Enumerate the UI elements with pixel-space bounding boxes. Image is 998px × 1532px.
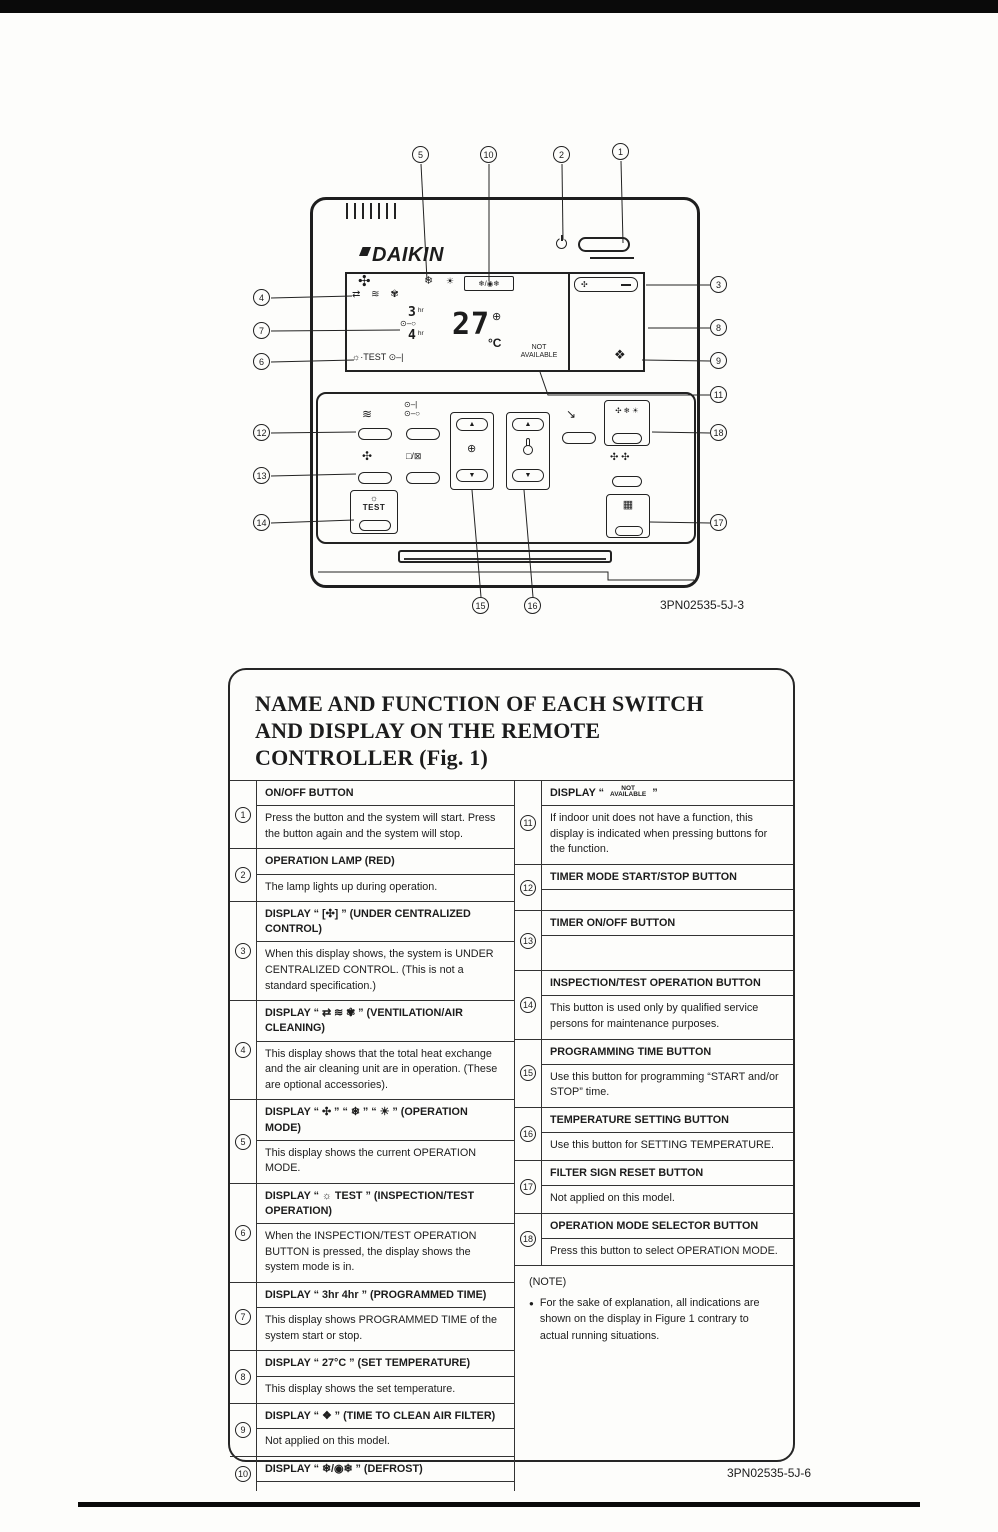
- item-description: Use this button for SETTING TEMPERATURE.: [550, 1139, 774, 1152]
- item-title: DISPLAY “ ❖ ” (TIME TO CLEAN AIR FILTER): [257, 1404, 514, 1429]
- fan-speed-icon: ✣: [362, 449, 373, 463]
- cool-mode-icon: ❄: [424, 275, 434, 287]
- item-number-cell: [230, 1100, 257, 1183]
- callout-17: 17: [710, 514, 727, 531]
- table-row: [230, 780, 514, 848]
- timer-mode-icon-line1: ⊙–|: [404, 400, 418, 409]
- callout-6: 6: [253, 353, 270, 370]
- callout-4: 4: [253, 289, 270, 306]
- item-description: [542, 936, 793, 970]
- table-row: [515, 970, 793, 1038]
- inspection-test-operation-button: [359, 520, 391, 531]
- filter-sign-icon: ❖: [614, 347, 626, 362]
- item-number-cell: [515, 865, 542, 910]
- item-description: Not applied on this model.: [550, 1191, 675, 1204]
- not-available-line2: AVAILABLE: [520, 352, 558, 359]
- item-number: 17: [520, 1179, 536, 1195]
- item-body: [257, 1100, 514, 1183]
- item-number: 14: [520, 997, 536, 1013]
- item-description: Use this button for programming “START and/or STOP” time.: [550, 1070, 779, 1099]
- item-body: [257, 781, 514, 848]
- page-bottom-border: [78, 1502, 920, 1507]
- item-number-cell: [230, 849, 257, 901]
- item-description: This display shows the current OPERATION MODE.: [265, 1146, 477, 1175]
- item-title-tiny-line: AVAILABLE: [610, 791, 647, 799]
- table-row: [230, 1403, 514, 1456]
- callout-9: 9: [710, 352, 727, 369]
- callout-16: 16: [524, 597, 541, 614]
- brand-logo-text: DAIKIN: [372, 244, 444, 266]
- start-hour-digit: 3: [408, 305, 416, 320]
- item-title-tiny-line: NOT: [621, 784, 635, 792]
- item-description: The lamp lights up during operation.: [265, 880, 438, 893]
- item-title: [542, 781, 793, 806]
- table-column-right: [515, 780, 793, 1356]
- down-arrow-icon: ▼: [468, 472, 476, 479]
- item-number: 4: [235, 1042, 251, 1058]
- item-title: TIMER ON/OFF BUTTON: [542, 911, 793, 936]
- table-row: [230, 1099, 514, 1183]
- item-description: When the INSPECTION/TEST OPERATION BUTTON is pressed, the display shows the system mode is in.: [265, 1230, 477, 1274]
- item-title: OPERATION LAMP (RED): [257, 849, 514, 874]
- item-body: [542, 1214, 793, 1266]
- operation-lamp-icon: [556, 238, 567, 249]
- programming-time-up-button: [456, 418, 488, 431]
- table-row: [230, 1282, 514, 1350]
- callout-13: 13: [253, 467, 270, 484]
- note-block: [515, 1265, 793, 1356]
- panel-title: [230, 670, 793, 771]
- timer-mode-icon-line2: ⊙–○: [404, 409, 420, 418]
- table-row: [230, 848, 514, 901]
- up-arrow-icon: ▲: [524, 421, 532, 428]
- panel-title-line3: CONTROLLER (Fig. 1): [255, 745, 488, 770]
- item-title: DISPLAY “ ⇄ ≋ ✾ ” (VENTILATION/AIR CLEANING): [257, 1001, 514, 1041]
- item-body: [257, 1351, 514, 1403]
- item-number-cell: [230, 1457, 257, 1491]
- table-row: [515, 780, 793, 864]
- item-number: 2: [235, 867, 251, 883]
- item-number-cell: [230, 1404, 257, 1456]
- cover-slot-line: [404, 558, 606, 560]
- item-title: INSPECTION/TEST OPERATION BUTTON: [542, 971, 793, 996]
- item-number: 9: [235, 1422, 251, 1438]
- timer-start-icon: ⊙–○: [400, 319, 416, 328]
- item-number: 7: [235, 1309, 251, 1325]
- temperature-badge-icon: ⊕: [492, 311, 502, 323]
- item-body: [542, 971, 793, 1038]
- item-body: [257, 902, 514, 1000]
- defrost-icon: ❄/◉❄: [478, 279, 500, 288]
- on-off-button-underline: [590, 257, 634, 259]
- table-row: [230, 1000, 514, 1099]
- callout-7: 7: [253, 322, 270, 339]
- item-number: 11: [520, 815, 536, 831]
- air-direction-button: [562, 432, 596, 444]
- item-number: 8: [235, 1369, 251, 1385]
- item-number-cell: [230, 1001, 257, 1099]
- page-top-border: [0, 0, 998, 13]
- table-row: [515, 1160, 793, 1213]
- table-row: [515, 910, 793, 970]
- operation-mode-icons: ✣ ❄ ☀: [615, 406, 639, 415]
- panel-title-line2: AND DISPLAY ON THE REMOTE: [255, 718, 601, 743]
- item-number-cell: [515, 1214, 542, 1266]
- item-title: ON/OFF BUTTON: [257, 781, 514, 806]
- test-sun-icon: ☼: [369, 493, 379, 503]
- callout-15: 15: [472, 597, 489, 614]
- item-title: DISPLAY “ 27°C ” (SET TEMPERATURE): [257, 1351, 514, 1376]
- table-row: [230, 1183, 514, 1282]
- operation-mode-selector-group: [604, 400, 650, 446]
- filter-sign-reset-button: [615, 526, 643, 536]
- item-title: TEMPERATURE SETTING BUTTON: [542, 1108, 793, 1133]
- fan-icons: ✣ ✣: [610, 452, 630, 463]
- item-body: [542, 1108, 793, 1160]
- item-description: Press this button to select OPERATION MODE.: [550, 1244, 778, 1257]
- item-description: This display shows the set temperature.: [265, 1382, 456, 1395]
- callout-8: 8: [710, 319, 727, 336]
- item-number-cell: [515, 1108, 542, 1160]
- item-title: DISPLAY “ ☼ TEST ” (INSPECTION/TEST OPERATION): [257, 1184, 514, 1224]
- item-title: TIMER MODE START/STOP BUTTON: [542, 865, 793, 890]
- table-row: [515, 1039, 793, 1107]
- item-number-cell: [230, 781, 257, 848]
- timer-mode-icon: [404, 400, 420, 418]
- item-number-cell: [230, 1351, 257, 1403]
- item-title: PROGRAMMING TIME BUTTON: [542, 1040, 793, 1065]
- item-number-cell: [515, 1161, 542, 1213]
- callout-3: 3: [710, 276, 727, 293]
- heat-mode-icon: ☀: [446, 276, 455, 286]
- function-table: [230, 780, 793, 1491]
- hour-unit: hr: [417, 330, 424, 337]
- table-column-left: [230, 780, 515, 1491]
- cover-slot: [398, 550, 612, 563]
- item-number-cell: [230, 902, 257, 1000]
- callout-11: 11: [710, 386, 727, 403]
- item-description: This display shows PROGRAMMED TIME of the system start or stop.: [265, 1314, 497, 1342]
- fan-mode-icon: ✣: [358, 273, 371, 290]
- item-number-cell: [230, 1283, 257, 1350]
- thermometer-icon: [526, 438, 530, 451]
- item-body: [257, 1184, 514, 1282]
- item-body: [257, 1283, 514, 1350]
- temperature-unit: °C: [488, 336, 502, 350]
- callout-10: 10: [480, 146, 497, 163]
- down-arrow-icon: ▼: [524, 472, 532, 479]
- programmed-time-display: [400, 306, 448, 342]
- item-description: This display shows that the total heat exchange and the air cleaning unit are in operation. (These are optional accessories).: [265, 1047, 498, 1091]
- item-number-cell: [515, 781, 542, 864]
- test-label: TEST: [362, 503, 386, 512]
- item-description: [542, 890, 793, 910]
- item-description: [257, 1482, 514, 1491]
- callout-2: 2: [553, 146, 570, 163]
- callout-1: 1: [612, 143, 629, 160]
- bullet-icon: ●: [529, 1299, 534, 1309]
- air-direction-icon: ↘: [566, 407, 577, 421]
- timer-on-off-icon: □/⊠: [406, 451, 422, 461]
- brand-logo: [372, 244, 444, 268]
- item-number: 3: [235, 943, 251, 959]
- table-row: [515, 864, 793, 910]
- panel-title-line1: NAME AND FUNCTION OF EACH SWITCH: [255, 691, 704, 716]
- on-off-button: [578, 237, 630, 252]
- document-code: 3PN02535-5J-6: [727, 1466, 812, 1480]
- table-row: [230, 901, 514, 1000]
- item-number: 12: [520, 880, 536, 896]
- item-number: 13: [520, 933, 536, 949]
- hour-unit: hr: [417, 307, 424, 314]
- item-title: DISPLAY “ 3hr 4hr ” (PROGRAMMED TIME): [257, 1283, 514, 1308]
- defrost-indicator: [464, 276, 514, 291]
- set-temperature-value: 27: [452, 307, 491, 342]
- item-number: 16: [520, 1126, 536, 1142]
- ventilation-icons: ⇄ ≋ ✾: [352, 289, 403, 300]
- item-title-suffix: ”: [649, 787, 658, 799]
- temperature-down-button: [512, 469, 544, 482]
- item-body: [542, 1040, 793, 1107]
- item-body: [542, 1161, 793, 1213]
- up-arrow-icon: ▲: [468, 421, 476, 428]
- programming-time-button-group: [450, 412, 494, 490]
- operation-mode-selector-button: [612, 433, 642, 444]
- item-body: [257, 1457, 514, 1491]
- figure-code: 3PN02535-5J-3: [660, 598, 745, 612]
- item-number-cell: [515, 1040, 542, 1107]
- item-body: [257, 1404, 514, 1456]
- item-number: 15: [520, 1065, 536, 1081]
- clock-icon: ⊕: [467, 443, 477, 455]
- item-number-cell: [515, 971, 542, 1038]
- item-title: DISPLAY “ ✣ ” “ ❄ ” “ ☀ ” (OPERATION MODE): [257, 1100, 514, 1140]
- swing-flap-button: [358, 428, 392, 440]
- table-row: [515, 1107, 793, 1160]
- item-title: DISPLAY “ ❄/◉❄ ” (DEFROST): [257, 1457, 514, 1482]
- stop-hour-digit: 4: [408, 328, 416, 343]
- item-number: 18: [520, 1231, 536, 1247]
- note-line: [529, 1295, 779, 1344]
- callout-12: 12: [253, 424, 270, 441]
- item-description: This button is used only by qualified service persons for maintenance purposes.: [550, 1002, 759, 1030]
- not-available-indicator: [512, 344, 566, 360]
- item-number-cell: [230, 1184, 257, 1282]
- note-text: For the sake of explanation, all indications are shown on the display in Figure 1 contrary to actual running situations.: [539, 1297, 760, 1342]
- not-available-line1: NOT: [531, 344, 547, 351]
- item-title-prefix: DISPLAY “: [550, 787, 608, 799]
- item-title: OPERATION MODE SELECTOR BUTTON: [542, 1214, 793, 1239]
- test-indicator: ☼·TEST ⊙–|: [352, 352, 404, 362]
- item-description: When this display shows, the system is UNDER CENTRALIZED CONTROL. (This is not a standard specification.): [265, 948, 494, 992]
- fan-button: [612, 476, 642, 487]
- timer-mode-start-stop-button: [406, 428, 440, 440]
- item-title: FILTER SIGN RESET BUTTON: [542, 1161, 793, 1186]
- centralized-dash-icon: [621, 284, 631, 286]
- vent-slits: [346, 203, 400, 219]
- programming-time-down-button: [456, 469, 488, 482]
- display-divider: [568, 274, 570, 370]
- filter-grid-icon: ▦: [622, 499, 634, 511]
- item-number-cell: [515, 911, 542, 970]
- item-number: 6: [235, 1225, 251, 1241]
- fan-speed-button: [358, 472, 392, 484]
- table-row: [230, 1350, 514, 1403]
- note-title: (NOTE): [529, 1276, 567, 1289]
- item-body: [542, 911, 793, 970]
- filter-reset-button-group: [606, 494, 650, 538]
- item-title: DISPLAY “ [✣] ” (UNDER CENTRALIZED CONTROL): [257, 902, 514, 942]
- item-body: [542, 781, 793, 864]
- timer-on-off-button: [406, 472, 440, 484]
- centralized-control-indicator: [574, 277, 638, 292]
- item-description: Press the button and the system will start. Press the button again and the system will stop.: [265, 812, 496, 840]
- item-number: 1: [235, 807, 251, 823]
- item-body: [257, 1001, 514, 1099]
- not-available-stacked: [607, 786, 649, 799]
- item-description: Not applied on this model.: [265, 1435, 390, 1448]
- table-row: [515, 1213, 793, 1266]
- callout-14: 14: [253, 514, 270, 531]
- item-body: [542, 865, 793, 910]
- temperature-up-button: [512, 418, 544, 431]
- inspection-test-button-group: [350, 490, 398, 534]
- callout-5: 5: [412, 146, 429, 163]
- item-description: If indoor unit does not have a function, this display is indicated when pressing buttons for the function.: [550, 812, 768, 856]
- item-number: 5: [235, 1134, 251, 1150]
- table-row: [230, 1456, 514, 1491]
- item-number: 10: [235, 1466, 251, 1482]
- centralized-fan-icon: ✣: [581, 280, 588, 289]
- item-body: [257, 849, 514, 901]
- swing-flap-icon: ≋: [362, 407, 373, 421]
- callout-18: 18: [710, 424, 727, 441]
